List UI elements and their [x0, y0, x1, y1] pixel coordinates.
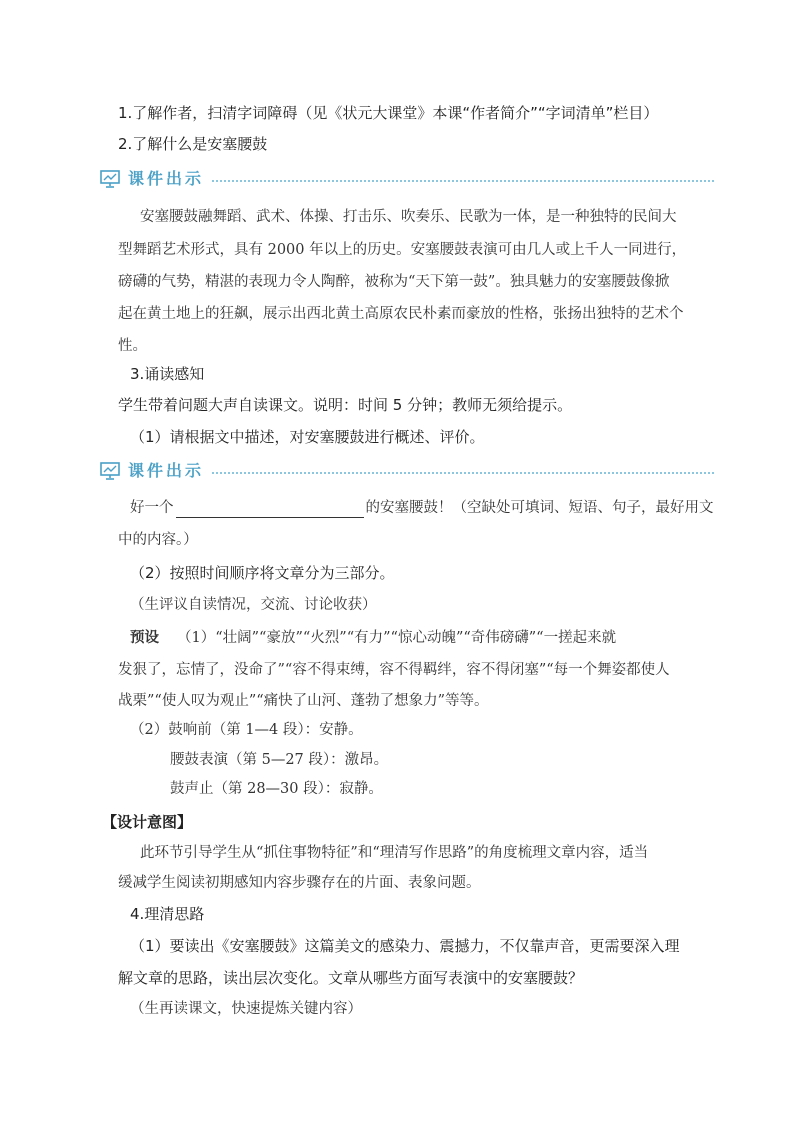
courseware-header-2 — [100, 460, 714, 484]
dotted-divider — [212, 472, 714, 474]
step-3-instruction: 学生带着问题大声自读课文。说明：时间 5 分钟；教师无须给提示。 — [118, 396, 573, 414]
section-title: 课件出示 — [128, 461, 205, 480]
fill-blank-line — [130, 498, 714, 518]
intro-line-4: 起在黄土地上的狂飙，展示出西北黄土高原农民朴素而豪放的性格，张扬出独特的艺术个 — [118, 306, 684, 322]
student-reread-note: （生再读课文，快速提炼关键内容） — [130, 1001, 362, 1017]
intro-line-1: 安塞腰鼓融舞蹈、武术、体操、打击乐、吹奏乐、民歌为一体，是一种独特的民间大 — [140, 209, 677, 225]
preset-line-3: 战栗”“使人叹为观止”“痛快了山河、蓬勃了想象力”等等。 — [118, 693, 489, 709]
step-4-heading: 4.理清思路 — [130, 905, 205, 923]
section-part-2: 腰鼓表演（第 5—27 段）：激昂。 — [170, 752, 389, 768]
fill-suffix: 的安塞腰鼓！（空缺处可填词、短语、句子，最好用文 — [365, 500, 714, 516]
intro-line-5: 性。 — [118, 338, 147, 354]
fill-blank[interactable] — [176, 501, 364, 518]
fill-prefix: 好一个 — [130, 500, 174, 516]
section-title: 课件出示 — [128, 169, 205, 188]
fill-blank-line-2: 中的内容。） — [118, 532, 198, 548]
step-4-question-line-1: （1）要读出《安塞腰鼓》这篇美文的感染力、震撼力，不仅靠声音，更需要深入理 — [130, 937, 680, 955]
preset-line-1 — [130, 628, 616, 648]
question-2: （2）按照时间顺序将文章分为三部分。 — [130, 564, 395, 582]
intro-line-2: 型舞蹈艺术形式，具有 2000 年以上的历史。安塞腰鼓表演可由几人或上千人一同进行， — [118, 242, 687, 258]
section-part-3: 鼓声止（第 28—30 段）：寂静。 — [170, 781, 383, 797]
courseware-header-1 — [100, 168, 714, 192]
intro-line-3: 磅礴的气势，精湛的表现力令人陶醉，被称为“天下第一鼓”。独具魅力的安塞腰鼓像掀 — [118, 274, 670, 290]
monitor-icon — [100, 462, 120, 480]
preset-label: 预设 — [130, 630, 159, 646]
monitor-icon — [100, 170, 120, 188]
preset-line-2: 发狠了，忘情了，没命了”“容不得束缚，容不得羁绊，容不得闭塞”“每一个舞姿都使人 — [118, 662, 670, 678]
objective-1: 1.了解作者，扫清字词障碍（见《状元大课堂》本课“作者简介”“字词清单”栏目） — [118, 104, 659, 122]
objective-2: 2.了解什么是安塞腰鼓 — [118, 135, 268, 153]
design-intent-heading: 【设计意图】 — [102, 813, 193, 831]
question-1: （1）请根据文中描述，对安塞腰鼓进行概述、评价。 — [130, 428, 485, 446]
step-4-question-line-2: 解文章的思路，读出层次变化。文章从哪些方面写表演中的安塞腰鼓？ — [118, 969, 584, 987]
section-part-1: （2）鼓响前（第 1—4 段）：安静。 — [130, 722, 363, 738]
design-intent-line-1: 此环节引导学生从“抓住事物特征”和“理清写作思路”的角度梳理文章内容，适当 — [140, 845, 649, 861]
design-intent-line-2: 缓减学生阅读初期感知内容步骤存在的片面、表象问题。 — [118, 875, 481, 891]
preset-text-1: （1）“壮阔”“豪放”“火烈”“有力”“惊心动魄”“奇伟磅礴”“一搓起来就 — [177, 630, 617, 646]
student-discussion-note: （生评议自读情况，交流、讨论收获） — [130, 597, 377, 613]
step-3-heading: 3.诵读感知 — [130, 365, 205, 383]
dotted-divider — [212, 180, 714, 182]
